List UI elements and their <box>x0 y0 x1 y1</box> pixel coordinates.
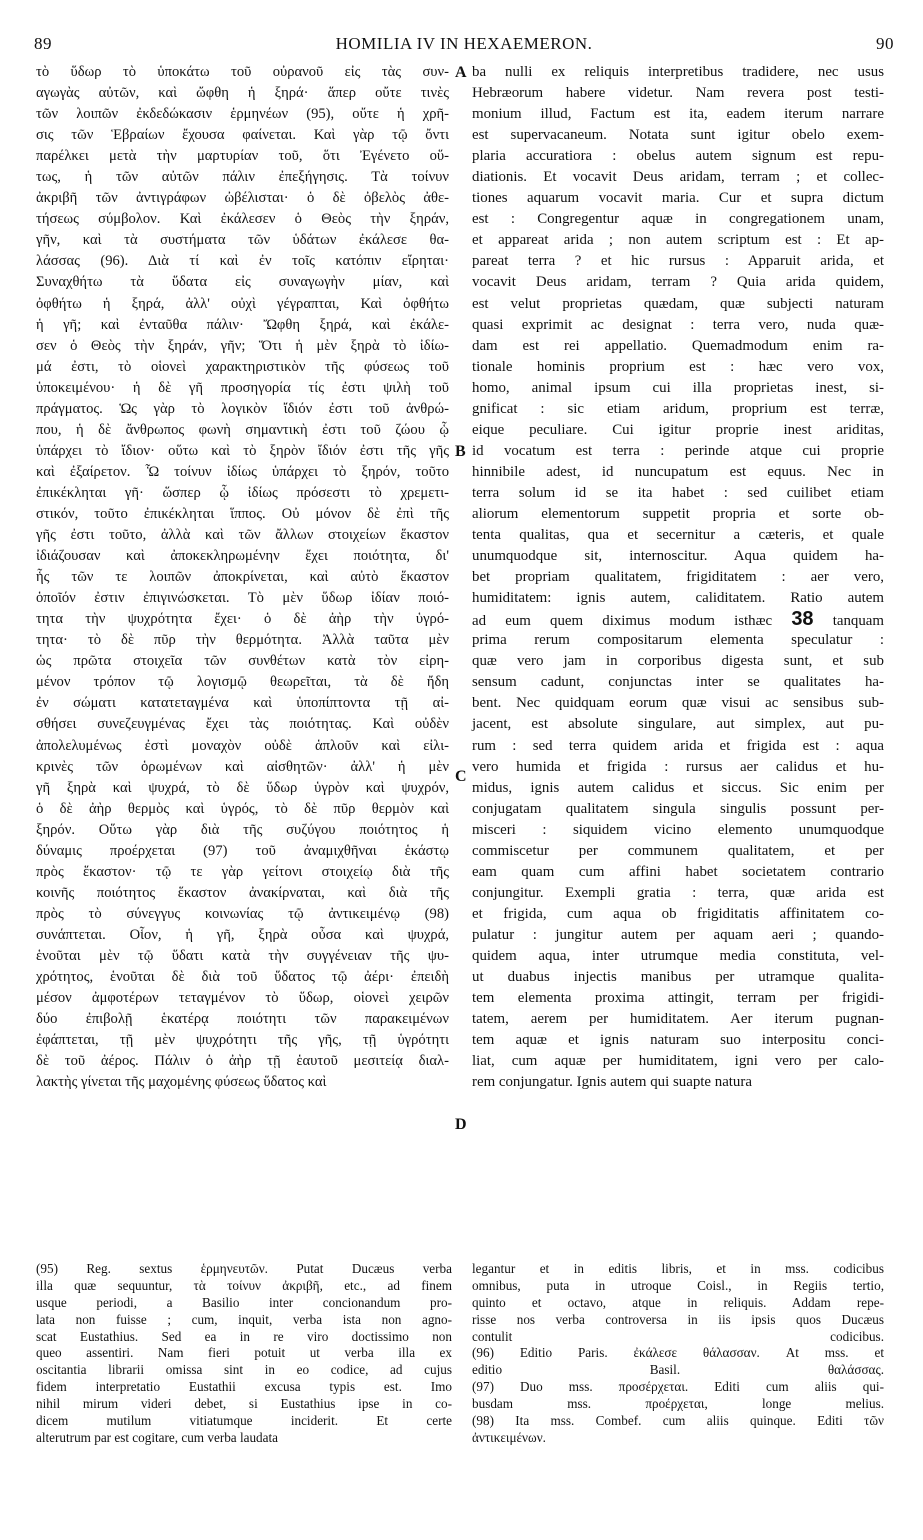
latin-text-line: rem conjungatur. Ignis autem qui suapte natura <box>472 1074 752 1091</box>
latin-text-line: et frigida, cum aqua ob frigiditatis affinitatem co- <box>472 905 884 922</box>
footnote-line: oscitantia librarii omissa sint in eo codice, ad cujus <box>36 1362 452 1378</box>
footnotes-right-column <box>472 1260 884 1446</box>
running-title: HOMILIA IV IN HEXAEMERON. <box>335 34 593 53</box>
greek-text-line: που, ἡ δὲ ἄνθρωπος φωνὴ σημαντικὴ ἐστι τοῦ ζώου ᾧ <box>36 421 449 438</box>
margin-letter-a: A <box>455 64 467 81</box>
footnote-line: busdam mss. προέρχεται, longe melius. <box>472 1396 884 1412</box>
latin-text-line: diationis. Et vocavit Deus aridam, terram ; et collec- <box>472 169 884 186</box>
latin-text-line: quæ vero jam in corporibus digesta sunt, et sub <box>472 653 884 670</box>
latin-text-line: ut duabus injectis manibus per utramque qualita- <box>472 969 884 986</box>
latin-text-line: est : Congregentur aquæ in congregationem unam, <box>472 211 884 228</box>
latin-text-line: vocavit Deus aridam, terram ? Quia arida quidem, <box>472 274 884 291</box>
footnote-line: risse nos verba controversa in iis ipsis quos Ducæus <box>472 1311 884 1327</box>
latin-text-line: misceri : siquidem vicino elemento unumquodque <box>472 821 884 838</box>
latin-text-line: conjugatam qualitatem singula singulis possunt per- <box>472 800 884 817</box>
greek-text-line: μέσον ἀμφοτέρων τεταγμένον τὸ ὕδωρ, οἱονεὶ χειρῶν <box>36 990 449 1007</box>
footnote-line: ἀντικειμένων. <box>472 1429 546 1445</box>
latin-text-line: ad eum quem diximus modum isthæc 38 tanquam <box>472 608 885 631</box>
greek-text-line: πρὸς ἕκαστον· τῷ τε γὰρ γείτονι στοιχείῳ διὰ τῆς <box>36 863 449 880</box>
greek-text-line: μένον τρόπον τῷ λογισμῷ θεωρεῖται, τὰ δὲ ἤδη <box>36 674 449 691</box>
greek-text-line: τῶν λοιπῶν ἐκδεδώκασιν ἑρμηνέων (95), οὔτε ἡ χρῆ- <box>36 106 449 123</box>
latin-text-line: est supervacaneum. Notata sunt igitur obelo exem- <box>472 127 884 144</box>
latin-text-line: vero humida et frigida : rursus aer calidus et hu- <box>472 758 884 775</box>
latin-text-line: rum : sed terra quidem arida et frigida est : aqua <box>472 737 884 754</box>
greek-text-line: γῆς ἐστι τοῦτο, ἀλλὰ καὶ τῶν ἄλλων στοιχείων ἕκαστον <box>36 527 449 544</box>
margin-letter-d: D <box>455 1116 467 1133</box>
greek-text-line: ξηρόν. Οὕτω γὰρ διὰ τῆς συζύγου ποιότητος ἡ <box>36 821 449 838</box>
footnote-line: illa quæ sequuntur, τὰ τοίνυν ἀκριβῆ, etc., ad finem <box>36 1277 452 1293</box>
greek-text-line: ἧς τῶν τε λοιπῶν ἀποκρίνεται, καὶ αὐτὸ ἕκαστον <box>36 569 449 586</box>
greek-text-line: αγωγὰς αὐτῶν, καὶ ὤφθη ἡ ξηρά· ἅπερ οὔτε τινὲς <box>36 85 449 102</box>
page-number-right: 90 <box>876 34 894 53</box>
greek-text-line: δὲ τοῦ ἀέρος. Πάλιν ὁ ἀὴρ τῇ ἑαυτοῦ μεσιτείᾳ διαλ- <box>36 1053 449 1070</box>
latin-text-line: tenta qualitas, qua et secernitur a cæteris, et quale <box>472 527 884 544</box>
greek-text-line: σθήσει συνεζευγμένας ἔχει τὰς ποιότητας. Καὶ οὐδὲν <box>36 716 449 733</box>
footnote-line: dicem mutilum vitiatumque inciderit. Et certe <box>36 1413 452 1429</box>
footnote-line: (97) Duo mss. προσέρχεται. Editi cum aliis qui- <box>472 1379 884 1395</box>
latin-text-line: Hebræorum habere videtur. Nam revera post testi- <box>472 85 884 102</box>
greek-text-line: ὑπάρχει τὸ ἴδιον· οὕτω καὶ τὸ ξηρὸν ἴδιόν ἐστι τῆς γῆς <box>36 442 449 459</box>
footnote-line: editio Basil. θαλάσσας. <box>472 1362 884 1378</box>
latin-text-line: quidem aqua, inter utrumque media constituta, vel- <box>472 947 884 964</box>
greek-text-column <box>36 62 449 1093</box>
greek-text-line: τητα τὴν ψυχρότητα ἔχει· ὁ δὲ ἀὴρ τὴν ὑγρό- <box>36 611 449 628</box>
latin-text-line: tem aquæ et ignis naturam suo interpositu conci- <box>472 1032 884 1049</box>
footnote-line: quinto et octavo, atque in reliquis. Addam repe- <box>472 1294 884 1310</box>
latin-text-line: pulatur : jungitur autem per aquam aeri ; quando- <box>472 926 884 943</box>
inline-page-marker: 38 <box>791 608 814 631</box>
latin-text-line: gnificat : sic etiam aridum, proprium est terræ, <box>472 400 884 417</box>
margin-letter-b: B <box>455 443 466 460</box>
margin-letter-c: C <box>455 768 467 785</box>
footnote-line: fidem interpretatio Eustathii excusa typis est. Imo <box>36 1379 452 1395</box>
greek-text-line: λάσσας (96). Διὰ τί καὶ ἐν τοῖς κατόπιν εἴρηται· <box>36 253 449 270</box>
greek-text-line: συνάπτεται. Οἷον, ἡ γῆ, ξηρὰ οὖσα καὶ ψυχρά, <box>36 926 449 943</box>
footnote-line: legantur et in editis libris, et in mss. codicibus <box>472 1261 884 1276</box>
greek-text-line: ἑνοῦται μὲν τῷ ὕδατι κατὰ τὴν συγγένειαν τῆς ψυ- <box>36 947 449 964</box>
latin-text-line: jacent, est absolute singulare, aut simplex, aut pu- <box>472 716 884 733</box>
latin-text-line: aliorum elementorum suppetit propria et sorte ob- <box>472 505 884 522</box>
greek-text-line: πρὸς τὸ σύνεγγυς κοινωνίας τῷ ἀντικειμένῳ (98) <box>36 905 449 922</box>
greek-text-line: ὀφθήτω ἡ ξηρά, ἀλλ' οὐχὶ γέγραπται, Καὶ ὀφθήτω <box>36 295 449 312</box>
page-number-left: 89 <box>34 34 52 53</box>
footnote-line: (95) Reg. sextus ἑρμηνευτῶν. Putat Ducæus verba <box>36 1261 452 1276</box>
greek-text-line: δύναμις προέρχεται (97) τοῦ ἀναμιχθῆναι ἑκάστῳ <box>36 842 449 859</box>
footnote-line: (98) Ita mss. Combef. cum aliis quinque. Editi τῶν <box>472 1413 884 1429</box>
latin-text-line: id vocatum est terra : perinde atque cui proprie <box>472 442 884 459</box>
latin-text-line: quasi exprimit ac designat : terra vero, nuda quæ- <box>472 316 884 333</box>
latin-text-line: dam est rei appellatio. Quemadmodum enim ra- <box>472 337 884 354</box>
latin-text-line: eique peculiare. Cui igitur proprie inest ariditas, <box>472 421 884 438</box>
greek-text-line: Συναχθήτω τὰ ὕδατα εἰς συναγωγὴν μίαν, καὶ <box>36 274 449 291</box>
greek-text-line: χρότητος, ἑνοῦται δὲ διὰ τοῦ ὕδατος τῷ ἀέρι· ἐπειδὴ <box>36 969 449 986</box>
footnote-line: usque periodi, a Basilio inter concionandum pro- <box>36 1294 452 1310</box>
footnote-line: queo assentiri. Nam fieri potuit ut verba illa ex <box>36 1345 452 1361</box>
greek-text-line: ὑποκειμένου· ἡ δὲ γῆ προσηγορία τίς ἐστι ψιλὴ τοῦ <box>36 379 449 396</box>
latin-text-line: tem elementa proxima attingit, terram per frigidi- <box>472 990 884 1007</box>
footnote-line: (96) Editio Paris. ἐκάλεσε θάλασσαν. At mss. et <box>472 1345 884 1361</box>
greek-text-line: κρινὲς τῶν ὁρωμένων καὶ αἰσθητῶν· ἀλλ' ἡ μὲν <box>36 758 449 775</box>
footnote-line: scat Eustathius. Sed ea in re viro doctissimo non <box>36 1328 452 1344</box>
latin-text-line: commiscetur per communem qualitatem, et per <box>472 842 884 859</box>
greek-text-line: δύο ἐπιβολῇ ἑκατέρᾳ ποιότητι τῶν παρακειμένων <box>36 1011 449 1028</box>
footnote-line: alterutrum par est cogitare, cum verba laudata <box>36 1429 279 1445</box>
latin-text-column <box>472 62 884 1093</box>
greek-text-line: ὁ δὲ ἀὴρ θερμὸς καὶ ὑγρός, τὸ δὲ πῦρ θερμὸν καὶ <box>36 800 449 817</box>
latin-text-line: monium illud, Factum est ita, eadem iterum narrare <box>472 106 884 123</box>
latin-text-line: conjungitur. Exempli gratia : terra, quæ arida est <box>472 884 884 901</box>
greek-text-line: σεν ὁ Θεὸς τὴν ξηράν, γῆν; Ὅτι ἡ μὲν ξηρὰ τὸ ἰδίω- <box>36 337 449 354</box>
latin-text-line: tionale hominis proprium est : hæc vero vox, <box>472 358 884 375</box>
footnote-line: lata non fuisse ; cum, inquit, verba ista non agno- <box>36 1311 452 1327</box>
greek-text-line: λακτὴς γίνεται τῆς μαχομένης φύσεως ὕδατος καὶ <box>36 1074 327 1091</box>
greek-text-line: ἀκριβῆ τῶν ἀντιγράφων ὠβέλισται· ὁ δὲ ὀβελὸς ἀθε- <box>36 190 449 207</box>
greek-text-line: ἡ γῆ; καὶ ἐνταῦθα πάλιν· Ὤφθη ξηρά, καὶ ἐκάλε- <box>36 316 449 333</box>
latin-text-line: terra solum id se ita habet : sed cuilibet etiam <box>472 484 884 501</box>
latin-text-line: bent. Nec quidquam eorum quæ visui ac sensibus sub- <box>472 695 884 712</box>
greek-text-line: γῆν, καὶ τὰ συστήματα τῶν ὑδάτων ἐκάλεσε θα- <box>36 232 449 249</box>
greek-text-line: τητα· τὸ δὲ πῦρ τὴν θερμότητα. Ἀλλὰ ταῦτα μὲν <box>36 632 449 649</box>
greek-text-line: κοινῆς ποιότητος ἕκαστον ἀνακίρναται, καὶ διὰ τῆς <box>36 884 449 901</box>
latin-text-line: liat, cum aquæ per humiditatem, igni vero per calo- <box>472 1053 884 1070</box>
greek-text-line: στικόν, τοῦτο ἐπικέκληται ἵππος. Οὐ μόνον δὲ ἐπὶ τῆς <box>36 505 449 522</box>
greek-text-line: μά ἐστι, τὸ οἱονεὶ χαρακτηριστικὸν τῆς φύσεως τοῦ <box>36 358 449 375</box>
latin-text-line: tiones aquarum vocavit maria. Cur et supra dictum <box>472 190 884 207</box>
latin-text-line: et appareat arida ; non autem scriptum est : Et ap- <box>472 232 884 249</box>
greek-text-line: παρέλκει μετὰ τὴν μαρτυρίαν τοῦ, ὅτι Ἐγένετο οὕ- <box>36 148 449 165</box>
latin-text-line: tatem, aerem per humiditatem. Aer iterum pugnan- <box>472 1011 884 1028</box>
greek-text-line: ἀπολελυμένως ἐστὶ μοναχὸν οὐδὲ ἁπλοῦν καὶ εἰλι- <box>36 737 449 754</box>
latin-text-line: eam quam cum affini habet societatem contrario <box>472 863 884 880</box>
latin-text-line: est velut proprietas quædam, quæ subjecti naturam <box>472 295 884 312</box>
greek-text-line: γῆ ξηρὰ καὶ ψυχρά, τὸ δὲ ὕδωρ ὑγρὸν καὶ ψυχρόν, <box>36 779 449 796</box>
latin-text-line: plaria accuratiora : obelus autem signum est repu- <box>472 148 884 165</box>
footnotes-left-column <box>36 1260 452 1446</box>
greek-text-line: ἰδιάζουσαν καὶ ἀποκεκληρωμένην ἔχει ποιότητα, δι' <box>36 548 449 565</box>
greek-text-line: πράγματος. Ὡς γὰρ τὸ λογικὸν ἴδιόν ἐστι τοῦ ἀνθρώ- <box>36 400 449 417</box>
footnote-line: contulit codicibus. <box>472 1328 884 1344</box>
latin-text-line: ba nulli ex reliquis interpretibus tradidere, nec usus <box>472 64 884 80</box>
greek-text-line: ὁποῖόν ἐστιν ἐπιγινώσκεται. Τὸ μὲν ὕδωρ ἰδίαν ποιό- <box>36 590 449 607</box>
greek-text-line: ἐν σώματι κατατεταγμένα καὶ ὑποπίπτοντα τῇ αἰ- <box>36 695 449 712</box>
greek-text-line: ὡς πρῶτα στοιχεῖα τῶν συνθέτων κατὰ τὸν εἰρη- <box>36 653 449 670</box>
greek-text-line: ἐφάπτεται, τῇ μὲν ψυχρότητι τῆς γῆς, τῇ ὑγρότητι <box>36 1032 449 1049</box>
footnote-line: nihil mirum videri debet, si Eustathius ipse in co- <box>36 1396 452 1412</box>
latin-text-line: pareat terra ? et hic rursus : Apparuit arida, et <box>472 253 884 270</box>
latin-text-line: sensum cadunt, conjunctas inter se qualitates ha- <box>472 674 884 691</box>
greek-text-line: καὶ ἐξαίρετον. Ὧ τοίνυν ἰδίως ὑπάρχει τὸ ξηρόν, τοῦτο <box>36 463 449 480</box>
greek-text-line: ἐπικέκληται γῆ· ὥσπερ ᾧ ἰδίως πρόσεστι τὸ χρεμετι- <box>36 484 449 501</box>
greek-text-line: σις τῶν Ἑβραίων ἔχουσα φαίνεται. Καὶ γὰρ τῷ ὄντι <box>36 127 449 144</box>
latin-text-line: humiditatem: ignis autem, caliditatem. Ratio autem <box>472 590 884 607</box>
latin-text-line: midus, ignis autem calidus et siccus. Sic enim per <box>472 779 884 796</box>
greek-text-line: τὸ ὕδωρ τὸ ὑποκάτω τοῦ οὐρανοῦ εἰς τὰς συν- <box>36 64 449 80</box>
running-head <box>34 34 894 58</box>
latin-text-line: bet propriam qualitatem, frigiditatem : aer vero, <box>472 569 884 586</box>
latin-text-line: hinnibile adest, id nuncupatum est equus. Nec in <box>472 463 884 480</box>
latin-text-line: homo, animal ipsum cui illa proprietas inest, si- <box>472 379 884 396</box>
footnote-line: omnibus, puta in utroque Coisl., in Regiis tertio, <box>472 1277 884 1293</box>
latin-text-line: unumquodque sit, internoscitur. Aqua quidem ha- <box>472 548 884 565</box>
greek-text-line: τήσεως σύμβολον. Καὶ ἐκάλεσεν ὁ Θεὸς τὴν ξηράν, <box>36 211 449 228</box>
latin-text-line: prima rerum compositarum elementa speculatur : <box>472 632 884 649</box>
greek-text-line: τως, ἡ τῶν αὐτῶν πάλιν ἐπεξήγησις. Τὰ τοίνυν <box>36 169 449 186</box>
